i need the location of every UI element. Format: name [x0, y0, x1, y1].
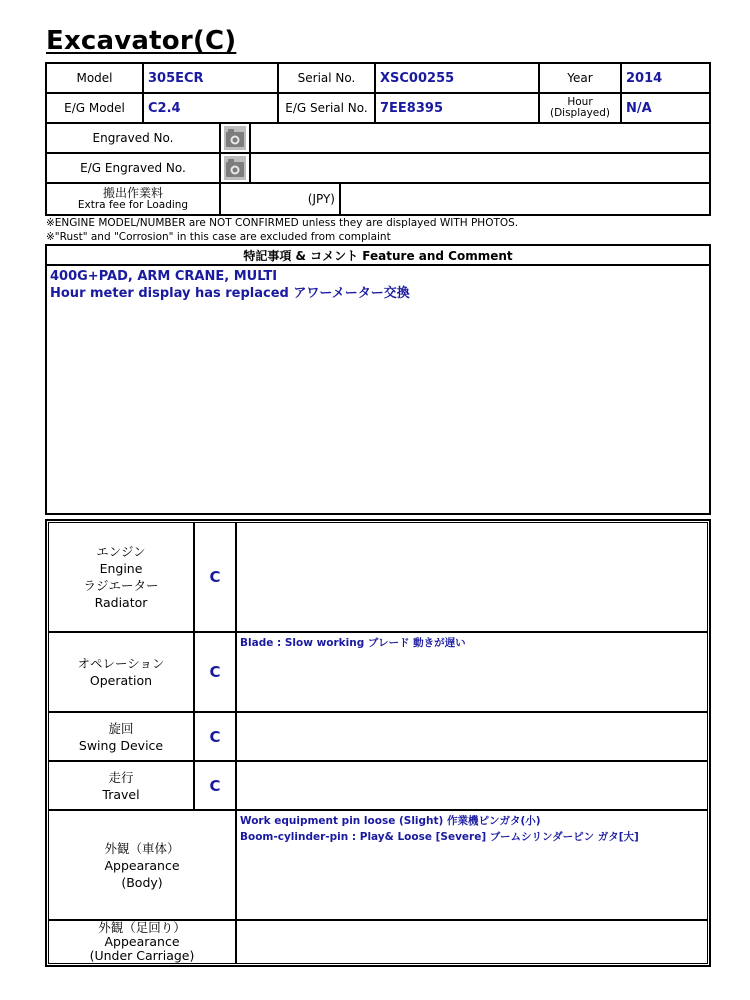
condition-comment [237, 523, 707, 631]
condition-comment [237, 811, 707, 919]
category-label: Radiator [94, 595, 148, 610]
condition-row-appearance-undercarriage [49, 921, 707, 963]
comment-line: Work equipment pin loose (Slight) 作業機ピンガタ(小) [240, 815, 541, 827]
eg-engraved-value [251, 154, 709, 182]
eg-engraved-label: E/G Engraved No. [47, 154, 221, 182]
loading-value [341, 184, 709, 214]
feature-line: 400G+PAD, ARM CRANE, MULTI [50, 269, 278, 284]
comment-line: Blade : Slow working ブレード 動きが遅い [240, 637, 466, 649]
eg-serial-label: E/G Serial No. [279, 94, 376, 122]
condition-comment [237, 713, 707, 760]
serial-label: Serial No. [279, 64, 376, 92]
condition-category [49, 713, 195, 760]
category-label: オペレーション [77, 656, 165, 671]
condition-category [49, 811, 237, 919]
category-label: 走行 [108, 769, 134, 785]
category-label: 外観（足回り） [98, 920, 186, 935]
condition-category [49, 523, 195, 631]
condition-row-swing [49, 713, 707, 762]
disclaimer-notes [46, 216, 518, 244]
condition-category [49, 633, 195, 711]
info-row-loading [47, 184, 709, 214]
camera-icon [223, 125, 247, 151]
category-label: エンジン [96, 544, 146, 559]
condition-comment [237, 921, 707, 963]
feature-body [47, 266, 709, 304]
model-value: 305ECR [144, 64, 279, 92]
loading-currency: (JPY) [221, 184, 341, 214]
serial-value: XSC00255 [376, 64, 540, 92]
category-label: Operation [89, 673, 153, 688]
eg-serial-value: 7EE8395 [376, 94, 540, 122]
condition-row-appearance-body [49, 811, 707, 921]
model-label: Model [47, 64, 144, 92]
hour-label-line2: (Displayed) [549, 107, 611, 119]
condition-row-engine [49, 523, 707, 633]
engraved-photo[interactable] [221, 124, 251, 152]
condition-grade: C [195, 633, 237, 711]
eg-model-label: E/G Model [47, 94, 144, 122]
engraved-label: Engraved No. [47, 124, 221, 152]
engraved-value [251, 124, 709, 152]
loading-label-jp: 搬出作業料 [102, 186, 163, 201]
feature-line: Hour meter display has replaced アワーメーター交換 [50, 286, 410, 301]
year-value: 2014 [626, 70, 663, 86]
loading-label-en: Extra fee for Loading [77, 198, 189, 211]
condition-row-travel [49, 762, 707, 811]
condition-table [45, 519, 711, 967]
year-label: Year [540, 64, 622, 92]
page-title: Excavator(C) [46, 26, 237, 56]
feature-heading: 特記事項 & コメント Feature and Comment [47, 246, 709, 266]
feature-comment-box [45, 244, 711, 515]
condition-grade: C [195, 713, 237, 760]
eg-model-value: C2.4 [144, 94, 279, 122]
condition-comment [237, 633, 707, 711]
category-label: Swing Device [78, 737, 164, 753]
condition-grade: C [195, 523, 237, 631]
condition-grade: C [195, 762, 237, 809]
comment-line: Boom-cylinder-pin : Play& Loose [Severe] ブームシリンダーピン ガタ[大] [240, 831, 639, 843]
info-row-eg-engraved [47, 154, 709, 184]
info-row-model [47, 64, 709, 94]
note-engine: ※ENGINE MODEL/NUMBER are NOT CONFIRMED unless they are displayed WITH PHOTOS. [46, 217, 519, 229]
hour-label [540, 94, 622, 122]
category-label: ラジエーター [83, 578, 159, 593]
category-label: Engine [99, 561, 143, 576]
condition-category [49, 762, 195, 809]
category-label: 旋回 [108, 720, 134, 736]
info-row-engraved [47, 124, 709, 154]
info-table [45, 62, 711, 216]
category-label: Appearance [104, 857, 180, 873]
camera-icon [223, 155, 247, 181]
loading-label [47, 184, 221, 214]
note-rust: ※"Rust" and "Corrosion" in this case are excluded from complaint [46, 231, 391, 243]
category-label: (Body) [121, 874, 163, 890]
condition-comment [237, 762, 707, 809]
category-label: (Under Carriage) [89, 948, 195, 963]
hour-label-line1: Hour [567, 95, 593, 108]
category-label: 外観（車体） [104, 840, 180, 856]
category-label: Appearance [104, 934, 180, 949]
category-label: Travel [102, 786, 140, 802]
hour-value: N/A [626, 100, 652, 116]
condition-category [49, 921, 237, 963]
info-row-eg [47, 94, 709, 124]
condition-row-operation [49, 633, 707, 713]
eg-engraved-photo[interactable] [221, 154, 251, 182]
